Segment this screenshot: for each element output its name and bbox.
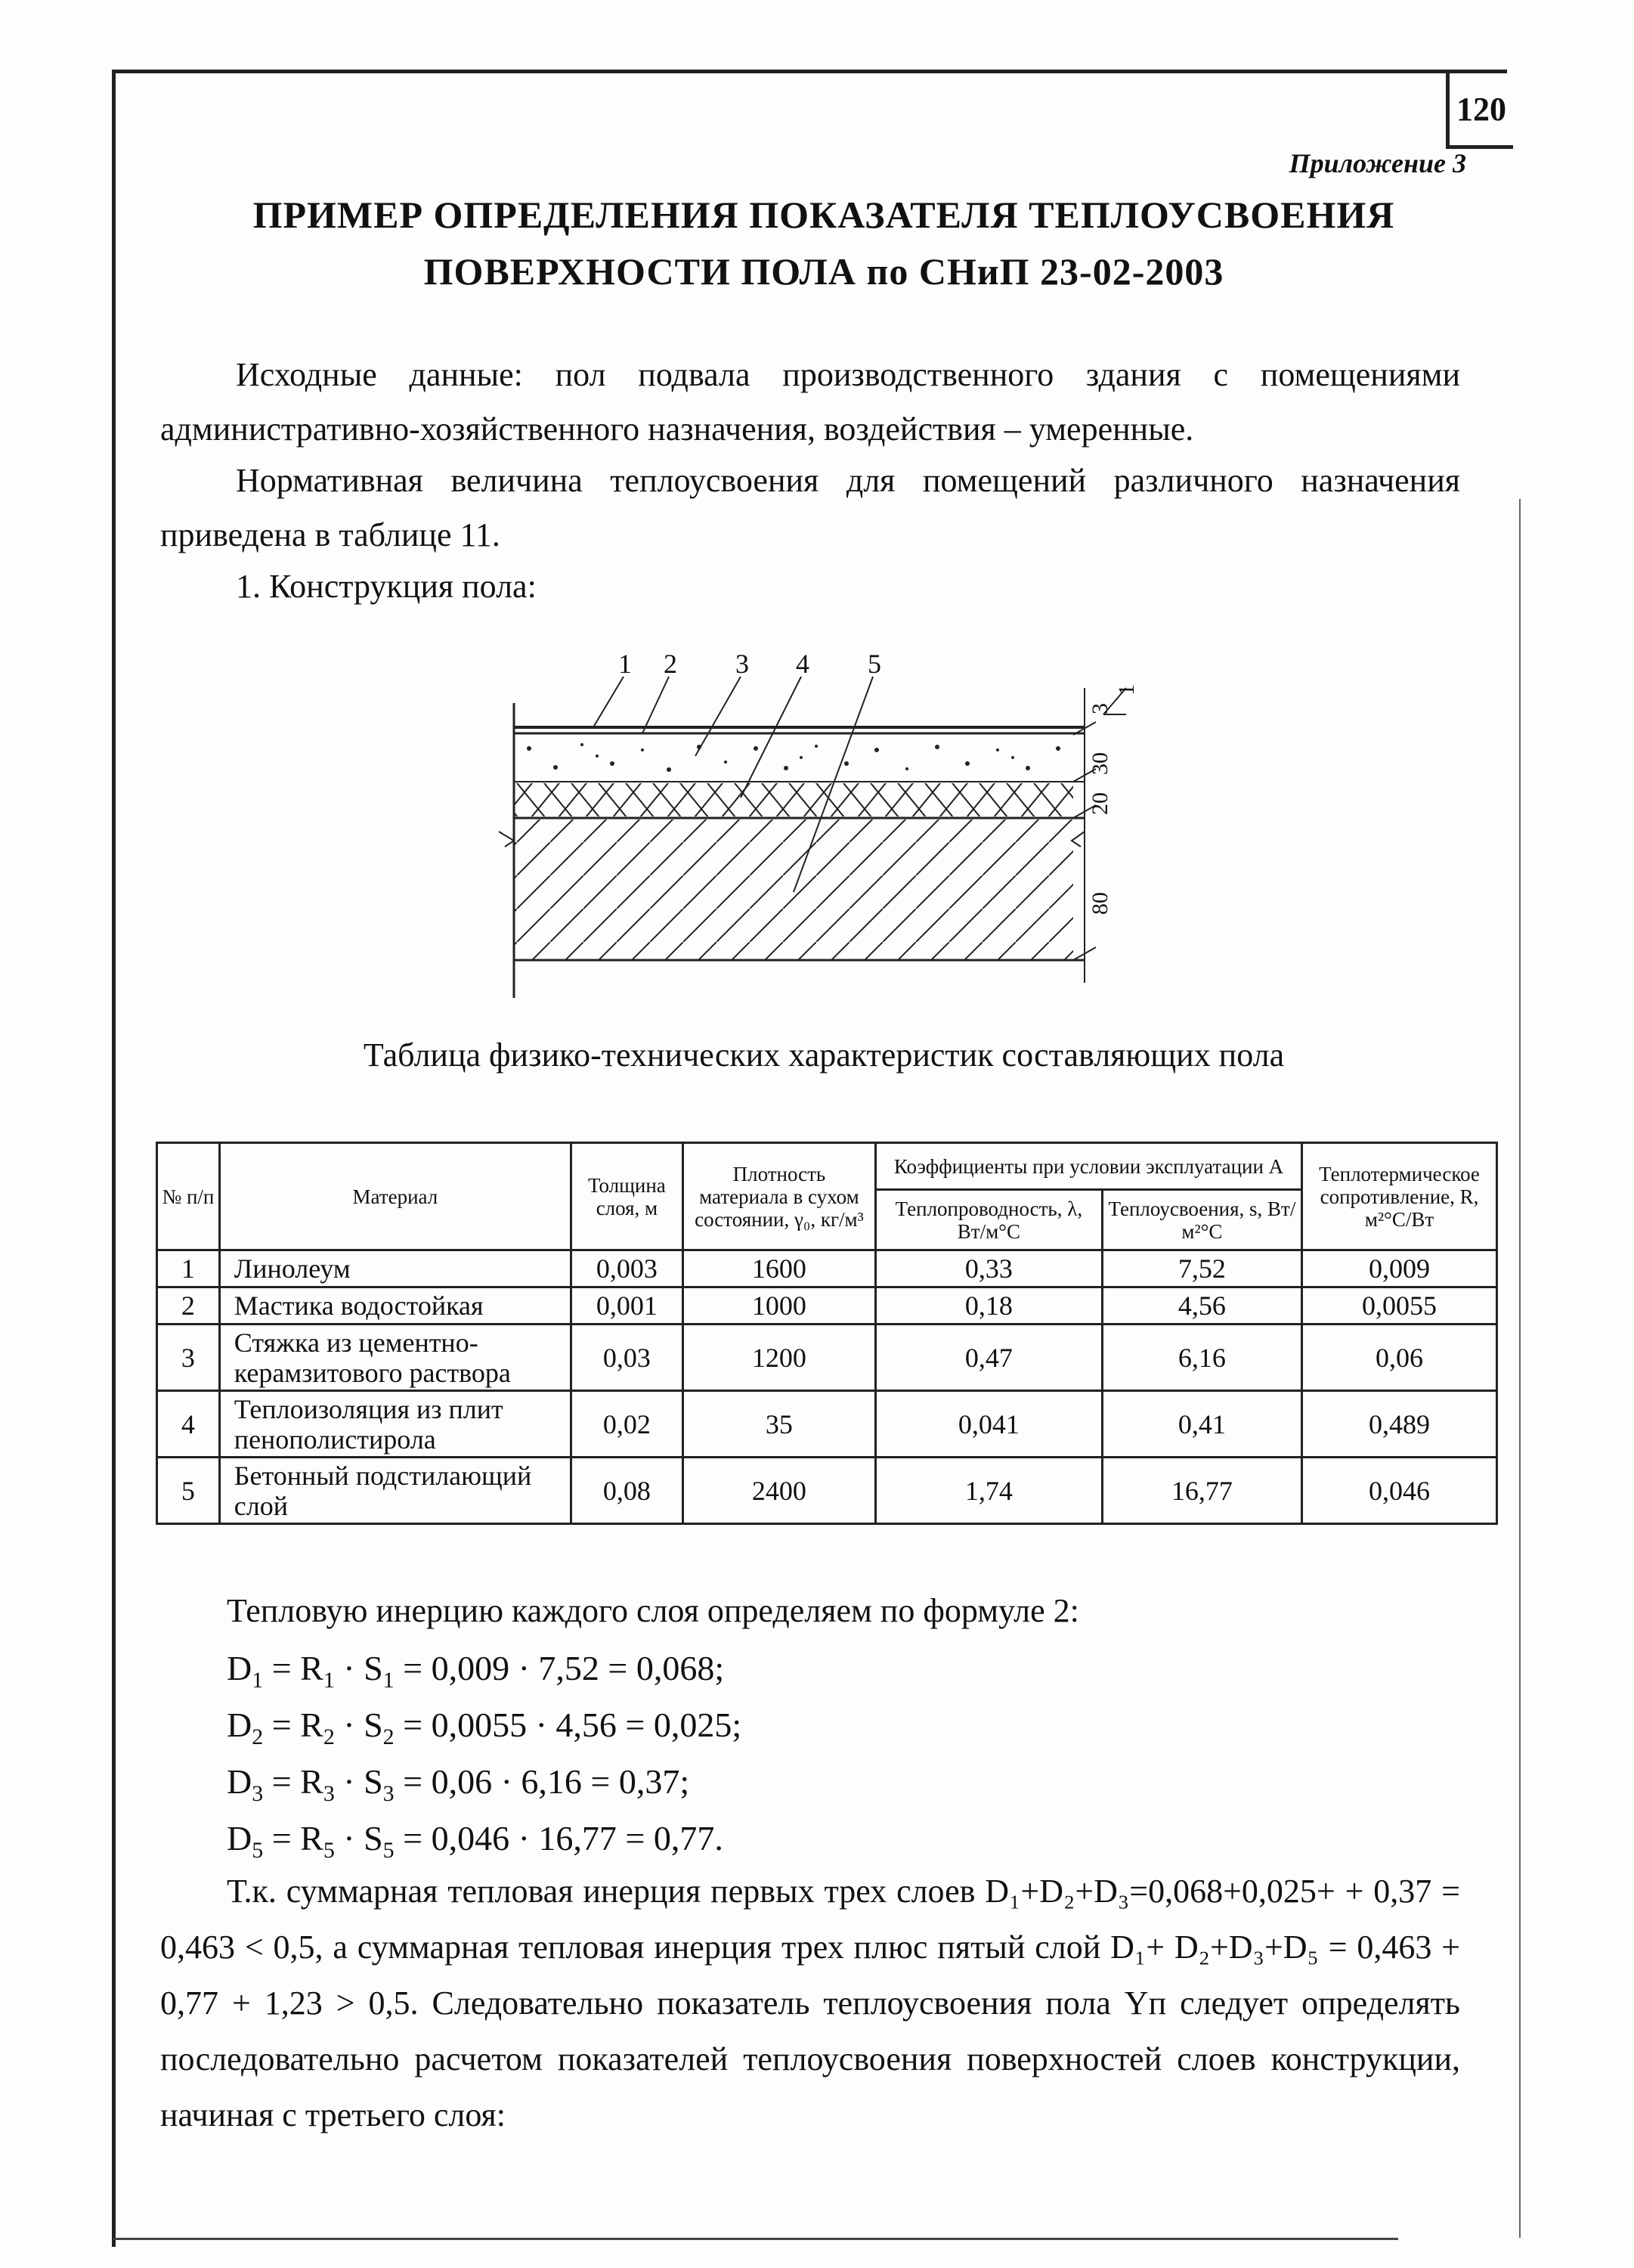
layer-label-5: 5	[868, 649, 881, 679]
intro-paragraph-1: Исходные данные: пол подвала производственного здания с помещениями административно-хозяйственного назначения, воздействия – умеренные.	[160, 356, 1460, 448]
cell-thickness: 0,03	[571, 1325, 682, 1391]
cell-num: 5	[157, 1458, 220, 1524]
cell-r: 0,009	[1302, 1250, 1497, 1287]
page-frame-top	[112, 70, 1507, 73]
formula-d5: $D_5 = R_5 \cdot S_5 = 0,046 \cdot 16,77 = 0,77$.	[227, 1819, 723, 1864]
col-coefficients: Коэффициенты при условии эксплуатации А	[875, 1143, 1301, 1190]
col-num: № п/п	[157, 1143, 220, 1250]
page-frame-left	[112, 70, 116, 2247]
layer-label-3: 3	[735, 649, 749, 679]
screed-dots	[527, 743, 1060, 772]
cell-thickness: 0,001	[571, 1287, 682, 1325]
appendix-label: Приложение 3	[1289, 148, 1466, 178]
construction-heading: 1. Конструкция пола:	[236, 568, 537, 605]
cell-lambda: 0,33	[875, 1250, 1102, 1287]
cell-s: 16,77	[1102, 1458, 1301, 1524]
cell-r: 0,06	[1302, 1325, 1497, 1391]
layer-label-4: 4	[796, 649, 809, 679]
dimension-20: 20	[1088, 792, 1113, 815]
col-absorption: Теплоусвоения, s, Вт/м²°С	[1102, 1190, 1301, 1250]
cell-density: 1000	[682, 1287, 875, 1325]
cell-density: 35	[682, 1391, 875, 1458]
inertia-intro: Тепловую инерцию каждого слоя определяем по формуле 2:	[227, 1592, 1079, 1629]
table-row	[157, 1325, 1497, 1391]
cell-lambda: 0,041	[875, 1391, 1102, 1458]
cell-material: Стяжка из цементно-керамзитового раствора	[219, 1325, 571, 1391]
table-caption: Таблица физико-технических характеристик составляющих пола	[363, 1036, 1285, 1074]
cell-s: 7,52	[1102, 1250, 1301, 1287]
layer-label-1: 1	[618, 649, 632, 679]
cell-r: 0,0055	[1302, 1287, 1497, 1325]
cell-s: 0,41	[1102, 1391, 1301, 1458]
formula-d3: $D_3 = R_3 \cdot S_3 = 0,06 \cdot 6,16 = 0,37$;	[227, 1762, 690, 1807]
cell-s: 6,16	[1102, 1325, 1301, 1391]
layer-4-insulation	[514, 783, 1073, 816]
cell-num: 4	[157, 1391, 220, 1458]
document-title-line-1: ПРИМЕР ОПРЕДЕЛЕНИЯ ПОКАЗАТЕЛЯ ТЕПЛОУСВОЕНИЯ	[252, 194, 1395, 236]
col-thickness: Толщина слоя, м	[571, 1143, 682, 1250]
cell-material: Теплоизоляция из плит пенополистирола	[219, 1391, 571, 1458]
cell-num: 1	[157, 1250, 220, 1287]
cell-num: 2	[157, 1287, 220, 1325]
col-density: Плотность материала в сухом состоянии, γ₀, кг/м³	[682, 1143, 875, 1250]
page-frame-right	[1519, 499, 1521, 2238]
layer-5-concrete	[514, 820, 1073, 960]
conclusion-paragraph: Т.к. суммарная тепловая инерция первых трех слоев D₁+D₂+D₃=0,068+0,025+ + 0,37 = 0,463 < 0,5, а суммарная тепловая инерция трех плюс пятый слой D₁+ D₂+D₃+D₅ = 0,463 + 0,77 + 1,23 > 0,5. Следовательно показатель теплоусвоения пола Yп следует определять последовательно расчетом показателей теплоусвоения поверхностей слоев конструкции, начиная с третьего слоя:	[160, 1873, 1460, 2133]
cell-lambda: 1,74	[875, 1458, 1102, 1524]
cell-num: 3	[157, 1325, 220, 1391]
dimension-3: 3	[1088, 703, 1113, 714]
dimension-1: 1	[1114, 684, 1139, 696]
cell-r: 0,046	[1302, 1458, 1497, 1524]
cell-r: 0,489	[1302, 1391, 1497, 1458]
page-frame-bottom	[113, 2238, 1398, 2240]
dimension-30: 30	[1088, 752, 1113, 775]
col-resistance: Теплотермическое сопротивление, R, м²°С/Вт	[1302, 1143, 1497, 1250]
formula-d2: $D_2 = R_2 \cdot S_2 = 0,0055 \cdot 4,56 = 0,025$;	[227, 1706, 742, 1750]
cell-thickness: 0,02	[571, 1391, 682, 1458]
document-title-line-2: ПОВЕРХНОСТИ ПОЛА по СНиП 23-02-2003	[423, 250, 1224, 293]
formula-d1: $D_1 = R_1 \cdot S_1 = 0,009 \cdot 7,52 = 0,068$;	[227, 1649, 725, 1693]
page-number: 120	[1446, 73, 1513, 149]
layer-3-screed	[514, 735, 1073, 780]
table-row	[157, 1287, 1497, 1325]
break-mark-right	[1072, 832, 1085, 847]
col-conductivity: Теплопроводность, λ, Вт/м°С	[875, 1190, 1102, 1250]
table-row	[157, 1250, 1497, 1287]
cell-density: 1600	[682, 1250, 875, 1287]
cell-material: Линолеум	[219, 1250, 571, 1287]
cell-material: Мастика водостойкая	[219, 1287, 571, 1325]
cell-material: Бетонный подстилающий слой	[219, 1458, 571, 1524]
table-row	[157, 1391, 1497, 1458]
cell-lambda: 0,47	[875, 1325, 1102, 1391]
properties-table	[156, 1142, 1498, 1525]
cell-thickness: 0,08	[571, 1458, 682, 1524]
intro-paragraph-2: Нормативная величина теплоусвоения для помещений различного назначения приведена в таблице 11.	[160, 462, 1460, 553]
cell-s: 4,56	[1102, 1287, 1301, 1325]
col-material: Материал	[219, 1143, 571, 1250]
break-mark-left	[499, 832, 514, 847]
cell-thickness: 0,003	[571, 1250, 682, 1287]
layer-label-2: 2	[664, 649, 677, 679]
table-row	[157, 1458, 1497, 1524]
cell-density: 2400	[682, 1458, 875, 1524]
cell-lambda: 0,18	[875, 1287, 1102, 1325]
floor-construction-diagram	[484, 643, 1209, 1005]
cell-density: 1200	[682, 1325, 875, 1391]
dimension-80: 80	[1088, 892, 1113, 915]
